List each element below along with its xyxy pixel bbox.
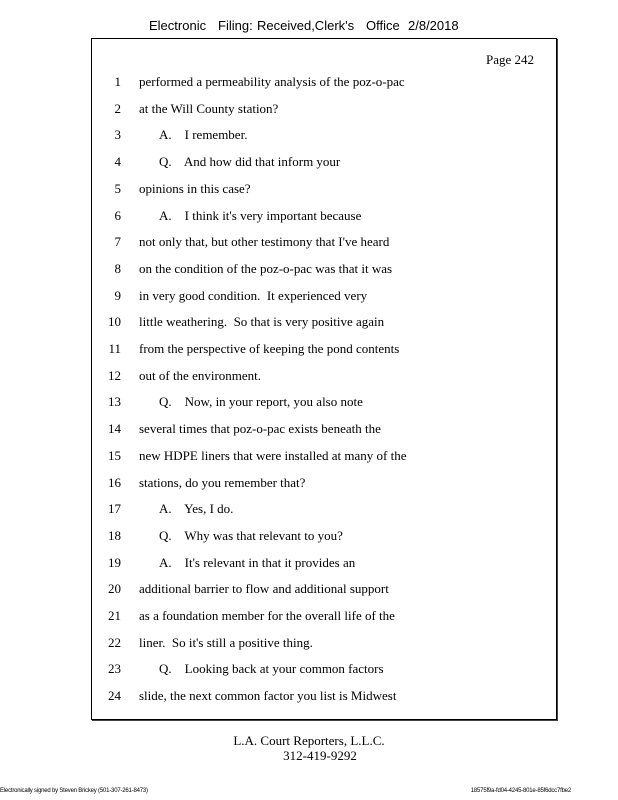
transcript-line bbox=[92, 101, 556, 119]
court-reporter-footer bbox=[0, 733, 618, 763]
transcript-line bbox=[92, 421, 556, 439]
line-number: 6 bbox=[114, 207, 121, 223]
transcript-line bbox=[92, 501, 556, 519]
line-text: Q. And how did that inform your bbox=[159, 154, 341, 170]
transcript-line bbox=[92, 261, 556, 279]
line-text: A. I remember. bbox=[159, 127, 248, 143]
transcript-page bbox=[91, 38, 557, 720]
filing-header-filing: Filing: bbox=[218, 18, 253, 33]
transcript-line bbox=[92, 661, 556, 679]
line-number: 9 bbox=[114, 287, 121, 303]
transcript-line bbox=[92, 208, 556, 226]
transcript-line bbox=[92, 448, 556, 466]
line-number: 1 bbox=[114, 74, 121, 89]
line-text: slide, the next common factor you list is Midwest bbox=[139, 688, 397, 704]
line-number: 4 bbox=[114, 154, 121, 170]
line-text: liner. So it's still a positive thing. bbox=[139, 634, 313, 650]
line-text: A. It's relevant in that it provides an bbox=[159, 554, 356, 570]
line-text: A. I think it's very important because bbox=[159, 207, 362, 223]
transcript-line bbox=[92, 475, 556, 493]
transcript-line bbox=[92, 555, 556, 573]
line-number: 18 bbox=[108, 527, 121, 543]
transcript-line bbox=[92, 368, 556, 386]
filing-header-received: Received,Clerk's bbox=[257, 18, 355, 33]
transcript-line bbox=[92, 608, 556, 626]
line-text: as a foundation member for the overall life of the bbox=[139, 608, 395, 623]
line-number: 15 bbox=[108, 447, 121, 463]
filing-header-office: Office bbox=[366, 18, 400, 33]
line-number: 2 bbox=[114, 100, 121, 116]
line-text: Q. Looking back at your common factors bbox=[159, 661, 384, 677]
transcript-line bbox=[92, 528, 556, 546]
line-number: 20 bbox=[108, 581, 121, 597]
line-number: 13 bbox=[108, 394, 121, 410]
line-text: stations, do you remember that? bbox=[139, 474, 306, 490]
line-text: out of the environment. bbox=[139, 367, 262, 383]
line-text: in very good condition. It experienced very bbox=[139, 287, 368, 303]
court-reporter-name: L.A. Court Reporters, L.L.C. bbox=[233, 733, 385, 748]
line-number: 10 bbox=[108, 314, 121, 330]
transcript-line bbox=[92, 688, 556, 706]
transcript-line bbox=[92, 394, 556, 412]
line-text: new HDPE liners that were installed at many of the bbox=[139, 447, 407, 463]
transcript-line bbox=[92, 74, 556, 92]
line-number: 16 bbox=[108, 474, 121, 490]
line-number: 24 bbox=[108, 688, 121, 704]
line-text: from the perspective of keeping the pond contents bbox=[139, 341, 400, 356]
transcript-line bbox=[92, 581, 556, 599]
transcript-line bbox=[92, 341, 556, 359]
transcript-line bbox=[92, 234, 556, 252]
transcript-line bbox=[92, 314, 556, 332]
line-text: performed a permeability analysis of the poz-o-pac bbox=[139, 74, 405, 89]
line-number: 7 bbox=[114, 234, 121, 250]
line-number: 22 bbox=[108, 634, 121, 650]
line-text: not only that, but other testimony that I've heard bbox=[139, 234, 390, 250]
line-text: A. Yes, I do. bbox=[159, 501, 234, 517]
line-number: 5 bbox=[114, 180, 121, 196]
transcript-line bbox=[92, 635, 556, 653]
filing-header-date: 2/8/2018 bbox=[408, 18, 459, 33]
electronic-signature-note: Electronically signed by Steven Brickey (501-307-261-8473) bbox=[0, 788, 148, 794]
line-text: several times that poz-o-pac exists beneath the bbox=[139, 421, 381, 437]
transcript-line bbox=[92, 288, 556, 306]
line-text: Q. Why was that relevant to you? bbox=[159, 527, 343, 543]
transcript-line bbox=[92, 181, 556, 199]
line-number: 12 bbox=[108, 367, 121, 383]
transcript-line bbox=[92, 127, 556, 145]
line-text: Q. Now, in your report, you also note bbox=[159, 394, 363, 410]
line-number: 3 bbox=[114, 127, 121, 143]
line-text: on the condition of the poz-o-pac was that it was bbox=[139, 260, 393, 276]
line-number: 17 bbox=[108, 501, 121, 517]
line-number: 14 bbox=[108, 421, 121, 437]
line-number: 21 bbox=[108, 608, 121, 623]
line-text: little weathering. So that is very positive again bbox=[139, 314, 385, 330]
line-text: additional barrier to flow and additional support bbox=[139, 581, 389, 597]
filing-header-electronic: Electronic bbox=[149, 18, 207, 33]
document-hash: 18575f9a-fd04-4245-801e-85f6dcc7fbe2 bbox=[470, 788, 571, 794]
line-text: at the Will County station? bbox=[139, 100, 279, 116]
line-number: 8 bbox=[114, 260, 121, 276]
court-reporter-phone: 312-419-9292 bbox=[283, 748, 357, 763]
transcript-line bbox=[92, 154, 556, 172]
line-number: 11 bbox=[108, 341, 121, 356]
line-text: opinions in this case? bbox=[139, 180, 251, 196]
page-number: Page 242 bbox=[485, 52, 534, 67]
filing-header bbox=[0, 18, 618, 36]
line-number: 23 bbox=[108, 661, 121, 677]
line-number: 19 bbox=[108, 554, 121, 570]
